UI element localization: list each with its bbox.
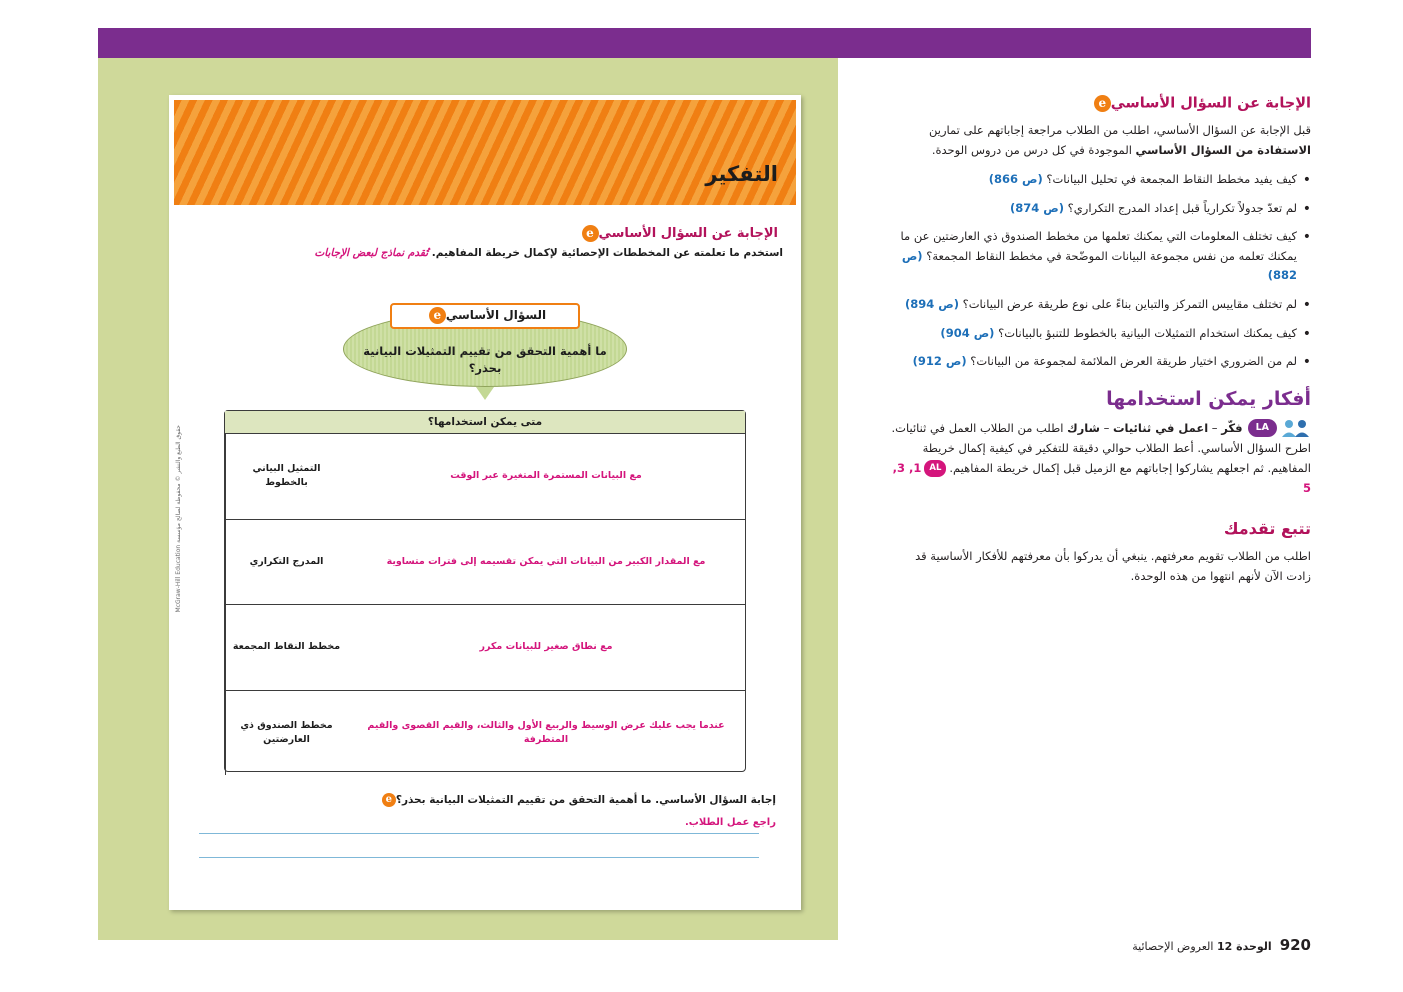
essential-question-e-icon: e (582, 225, 599, 242)
paragraph-part-bold: الاستفادة من السؤال الأساسي (1135, 143, 1311, 158)
answer-prompt-e-icon: e (382, 793, 396, 807)
answer-line-2 (199, 857, 759, 858)
al-badge: AL (924, 460, 946, 477)
copyright-text: حقوق الطبع والنشر © محفوظة لصالح مؤسسة McGraw-Hill Education (175, 425, 182, 613)
teacher-notes-column (891, 95, 1311, 596)
strategy-dash-2: – (1099, 420, 1113, 435)
purple-header-bar (98, 28, 1311, 58)
table-header: متى يمكن استخدامها؟ (225, 411, 745, 434)
table-cell-label: مخطط النقاط المجمعة (225, 605, 347, 690)
la-badge: LA (1248, 419, 1277, 438)
strategy-think: فكّر (1221, 420, 1243, 435)
list-item (891, 227, 1311, 286)
list-item (891, 324, 1311, 344)
bullet-page-ref: (ص 882) (901, 248, 1297, 283)
section-title-answer-eq (891, 95, 1311, 112)
section-progress-paragraph: اطلب من الطلاب تقويم معرفتهم. ينبغي أن يدركوا بأن معرفتهم للأفكار الأساسية قد زادت الآن لأنهم انتهوا من هذه الوحدة. (915, 548, 1311, 583)
worksheet-answer-prompt-text: إجابة السؤال الأساسي. ما أهمية التحقق من تقييم التمثيلات البيانية بحذر؟ (395, 794, 776, 806)
page-footer (1132, 936, 1311, 954)
worksheet-heading-text: الإجابة عن السؤال الأساسي (598, 226, 778, 241)
paragraph-part-3: الموجودة في كل درس من دروس الوحدة. (931, 143, 1136, 158)
eq-question-list (891, 170, 1311, 371)
strategy-pair: اعمل في ثنائيات (1112, 420, 1209, 435)
bullet-text: كيف تختلف المعلومات التي يمكنك تعلمها من مخطط الصندوق ذي العارضتين عن ما يمكنك تعلمه من نفس مجموعة البيانات الموضّحة في مخطط النقاط المجمعة؟ (900, 229, 1297, 263)
section-e-icon: e (1094, 95, 1111, 112)
section-title-progress: تتبع تقدمك (1223, 518, 1311, 538)
worksheet-section-heading (193, 223, 783, 242)
bullet-page-ref: (ص 904) (940, 325, 995, 340)
table-cell-answer: مع البيانات المستمرة المتغيرة عبر الوقت (450, 470, 642, 482)
worksheet-banner-title: التفكير (705, 162, 778, 186)
worksheet-instructions-note: تُقدم نماذج لبعض الإجابات (314, 247, 429, 259)
table-cell-label: التمثيل البياني بالخطوط (225, 434, 347, 519)
strategy-share: شارك (1067, 420, 1100, 435)
list-item (891, 199, 1311, 219)
strategy-body: اطلب من الطلاب العمل في ثنائيات. اطرح السؤال الأساسي. أعط الطلاب حوالي دقيقة للتفكير في كيفية إكمال خريطة المفاهيم. ثم اجعلهم يشاركوا إجاباتهم مع الزميل قبل إكمال خريطة المفاهيم. (891, 420, 1311, 476)
section-answer-eq-paragraph (891, 120, 1311, 160)
essential-question-text: ما أهمية التحقق من تقييم التمثيلات البيانية بحذر؟ (363, 344, 607, 376)
bullet-page-ref: (ص 866) (988, 172, 1043, 187)
bullet-text: كيف يمكنك استخدام التمثيلات البيانية بالخطوط للتنبؤ بالبيانات؟ (994, 325, 1297, 340)
worksheet-answer-note: راجع عمل الطلاب. (684, 817, 776, 828)
section-ideas-paragraph (891, 418, 1311, 499)
table-row (225, 520, 745, 606)
table-cell-answer: مع المقدار الكبير من البيانات التي يمكن تقسيمه إلى فترات متساوية (386, 555, 706, 567)
al-levels: 1, 3, 5 (892, 461, 1311, 496)
table-row (225, 434, 745, 520)
worksheet-banner (174, 100, 796, 205)
bullet-page-ref: (ص 894) (904, 296, 959, 311)
collaborative-people-icon (1281, 418, 1311, 438)
bullet-page-ref: (ص 874) (1010, 200, 1065, 215)
table-cell-answer: مع نطاق صغير للبيانات مكرر (479, 641, 613, 653)
paragraph-part-1: قبل الإجابة عن السؤال الأساسي، اطلب من الطلاب مراجعة إجاباتهم على تمارين (929, 123, 1311, 137)
worksheet-answer-prompt (216, 793, 776, 807)
bullet-text: لم من الضروري اختيار طريقة العرض الملائمة لمجموعة من البيانات؟ (966, 354, 1297, 369)
essential-question-label-text: السؤال الأساسي (445, 308, 547, 322)
table-cell-label: مخطط الصندوق ذي العارضتين (225, 691, 347, 776)
list-item (891, 170, 1311, 190)
table-cell-answer: عندما يجب عليك عرض الوسيط والربيع الأول والثالث، والقيم القصوى والقيم المتطرفة (367, 719, 725, 745)
list-item (891, 352, 1311, 372)
worksheet-instructions (193, 247, 783, 259)
bullet-text: لم تعدّ جدولاً تكرارياً قبل إعداد المدرج التكراري؟ (1064, 200, 1297, 215)
list-item (891, 295, 1311, 315)
essential-question-label (390, 303, 580, 329)
bullet-text: لم تختلف مقاييس التمركز والتباين بناءً على نوع طريقة عرض البيانات؟ (958, 296, 1297, 311)
section-title-answer-eq-text: الإجابة عن السؤال الأساسي (1110, 95, 1311, 112)
section-title-ideas: أفكار يمكن استخدامها (1106, 387, 1311, 410)
essential-question-pill-e-icon: e (429, 307, 446, 324)
table-row (225, 691, 745, 776)
table-row (225, 605, 745, 691)
page-number: 920 (1279, 936, 1311, 954)
table-cell-label: المدرج التكراري (225, 520, 347, 605)
strategy-dash-1: – (1208, 420, 1222, 435)
bullet-text: كيف يفيد مخطط النقاط المجمعة في تحليل البيانات؟ (1042, 172, 1297, 187)
concept-map-table (224, 410, 746, 772)
footer-unit-title: العروض الإحصائية (1132, 940, 1214, 953)
down-arrow-icon (476, 387, 494, 400)
bullet-page-ref: (ص 912) (912, 354, 967, 369)
answer-line-1 (199, 833, 759, 834)
worksheet-instructions-text: استخدم ما تعلمته عن المخططات الإحصائية لإكمال خريطة المفاهيم. (431, 247, 783, 259)
worksheet-page (169, 95, 801, 910)
footer-unit: الوحدة 12 (1216, 940, 1272, 953)
